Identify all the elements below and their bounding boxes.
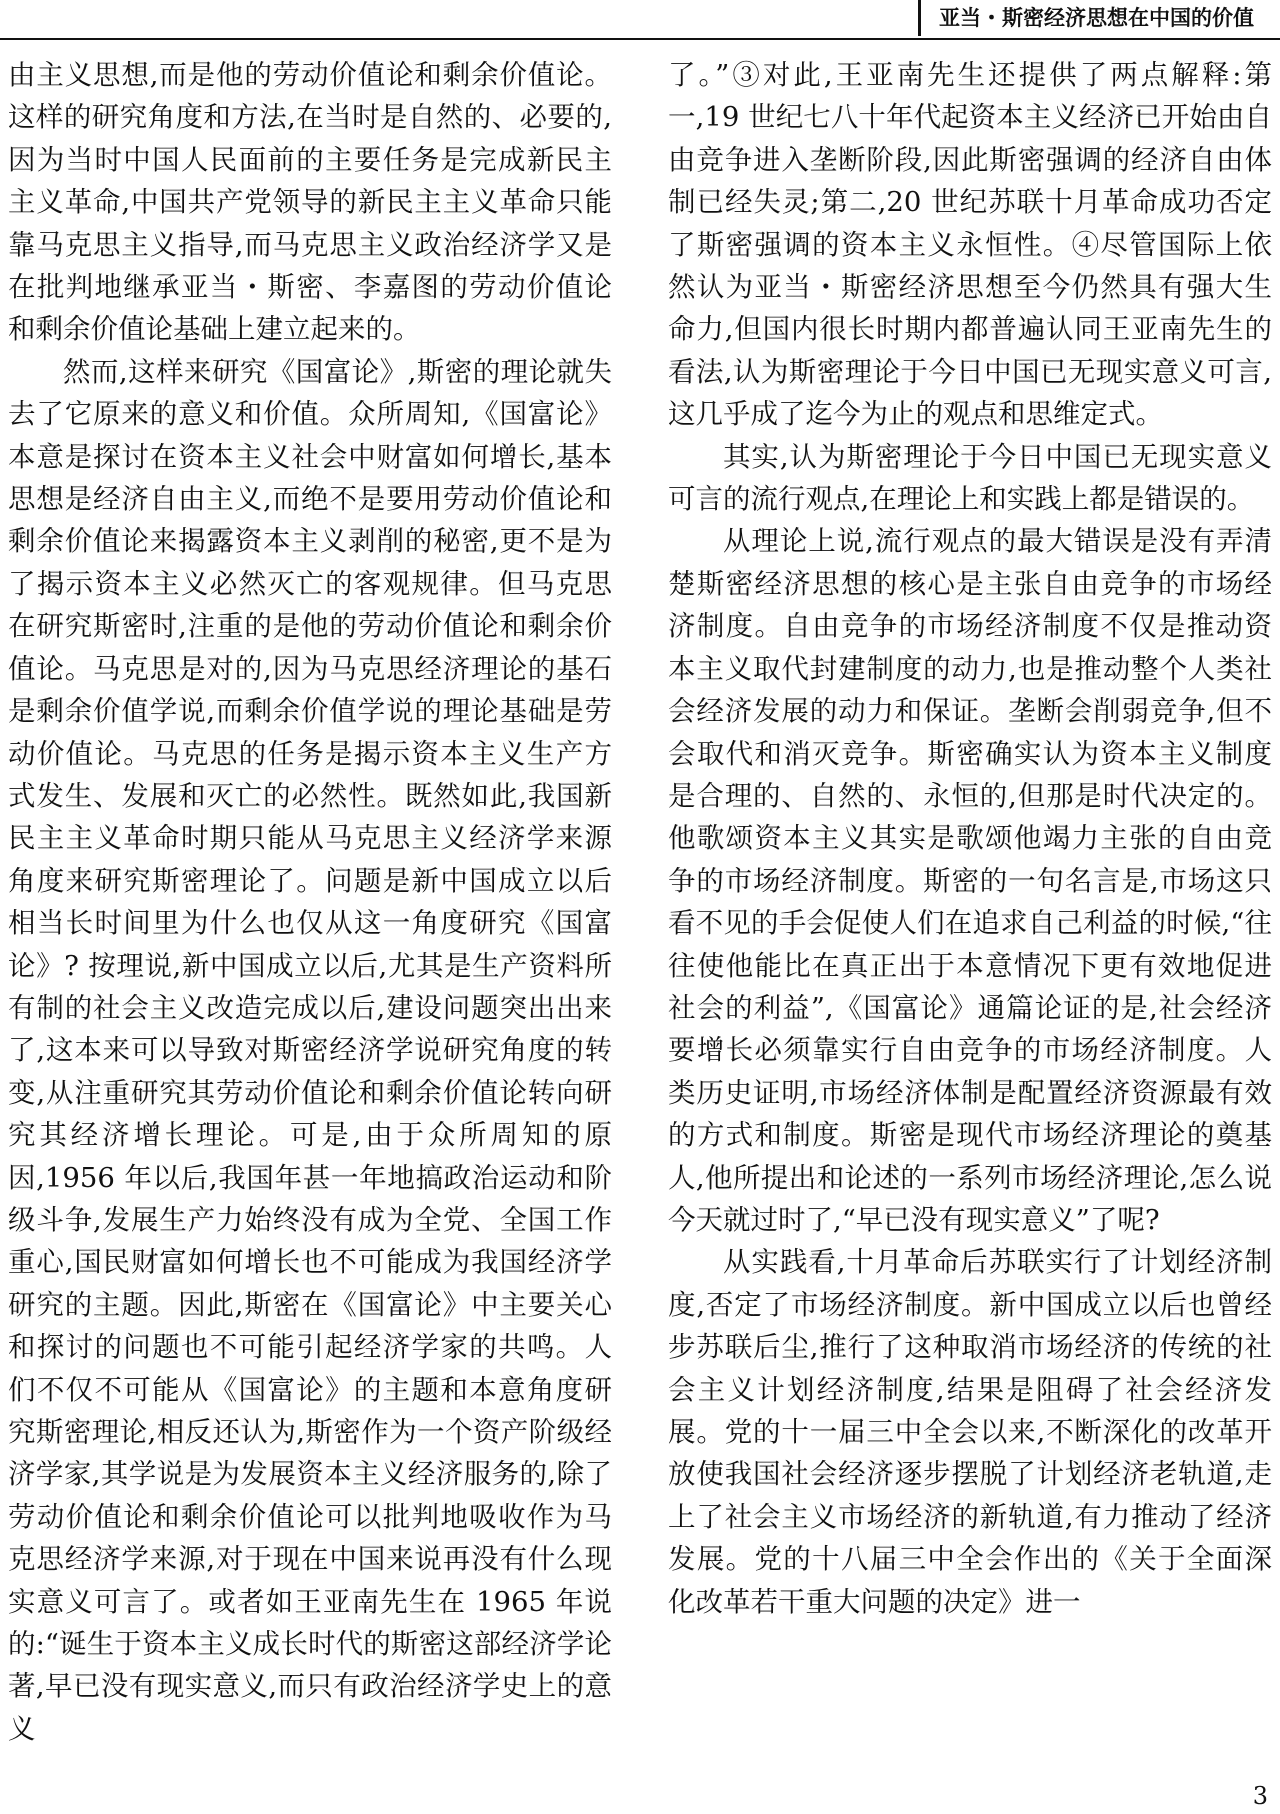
text-run: 对此,王亚南先生还提供了两点解释:第一,19 世纪七八十年代起资本主义经济已开始由自由竞争进入垄断阶段,因此斯密强调的经济自由体制已经失灵;第二,20 世纪苏联十月革命成功否定了斯密强调的资本主义永恒性。 (668, 59, 1273, 261)
left-column (8, 54, 612, 1750)
paragraph: 其实,认为斯密理论于今日中国已无现实意义可言的流行观点,在理论上和实践上都是错误的。 (668, 440, 1272, 516)
paragraph: 从实践看,十月革命后苏联实行了计划经济制度,否定了市场经济制度。新中国成立以后也曾经步苏联后尘,推行了这种取消市场经济的传统的社会主义计划经济制度,结果是阻碍了社会经济发展。党的十一届三中全会以来,不断深化的改革开放使我国社会经济逐步摆脱了计划经济老轨道,走上了社会主义市场经济的新轨道,有力推动了经济发展。党的十八届三中全会作出的《关于全面深化改革若干重大问题的决定》进一 (668, 1246, 1272, 1618)
running-title: 亚当・斯密经济思想在中国的价值 (918, 0, 1268, 36)
footnote-ref-4[interactable]: ④ (1071, 228, 1101, 261)
right-column (668, 54, 1272, 1623)
page-header (0, 0, 1280, 40)
text-run: 了。” (668, 59, 730, 91)
page-number: 3 (1252, 1782, 1268, 1810)
footnote-ref-3[interactable]: ③ (729, 59, 763, 91)
text-run: 尽管国际上依然认为亚当・斯密经济思想至今仍然具有强大生命力,但国内很长时期内都普遍认同王亚南先生的看法,认为斯密理论于今日中国已无现实意义可言,这几乎成了迄今为止的观点和思维定式。 (668, 228, 1273, 431)
paragraph (668, 54, 1272, 436)
header-rule (0, 38, 1280, 40)
paragraph: 从理论上说,流行观点的最大错误是没有弄清楚斯密经济思想的核心是主张自由竞争的市场经济制度。自由竞争的市场经济制度不仅是推动资本主义取代封建制度的动力,也是推动整个人类社会经济发展的动力和保证。垄断会削弱竞争,但不会取代和消灭竞争。斯密确实认为资本主义制度是合理的、自然的、永恒的,但那是时代决定的。他歌颂资本主义其实是歌颂他竭力主张的自由竞争的市场经济制度。斯密的一句名言是,市场这只看不见的手会促使人们在追求自己利益的时候,“往往使他能比在真正出于本意情况下更有效地促进社会的利益”,《国富论》通篇论证的是,社会经济要增长必须靠实行自由竞争的市场经济制度。人类历史证明,市场经济体制是配置经济资源最有效的方式和制度。斯密是现代市场经济理论的奠基人,他所提出和论述的一系列市场经济理论,怎么说今天就过时了,“早已没有现实意义”了呢? (668, 525, 1272, 1236)
paragraph: 然而,这样来研究《国富论》,斯密的理论就失去了它原来的意义和价值。众所周知,《国富论》本意是探讨在资本主义社会中财富如何增长,基本思想是经济自由主义,而绝不是要用劳动价值论和剩余价值论来揭露资本主义剥削的秘密,更不是为了揭示资本主义必然灭亡的客观规律。但马克思在研究斯密时,注重的是他的劳动价值论和剩余价值论。马克思是对的,因为马克思经济理论的基石是剩余价值学说,而剩余价值学说的理论基础是劳动价值论。马克思的任务是揭示资本主义生产方式发生、发展和灭亡的必然性。既然如此,我国新民主主义革命时期只能从马克思主义经济学来源角度来研究斯密理论了。问题是新中国成立以后相当长时间里为什么也仅从这一角度研究《国富论》? 按理说,新中国成立以后,尤其是生产资料所有制的社会主义改造完成以后,建设问题突出出来了,这本来可以导致对斯密经济学说研究角度的转变,从注重研究其劳动价值论和剩余价值论转向研究其经济增长理论。可是,由于众所周知的原因,1956 年以后,我国年甚一年地搞政治运动和阶级斗争,发展生产力始终没有成为全党、全国工作重心,国民财富如何增长也不可能成为我国经济学研究的主题。因此,斯密在《国富论》中主要关心和探讨的问题也不可能引起经济学家的共鸣。人们不仅不可能从《国富论》的主题和本意角度研究斯密理论,相反还认为,斯密作为一个资产阶级经济学家,其学说是为发展资本主义经济服务的,除了劳动价值论和剩余价值论可以批判地吸收作为马克思经济学来源,对于现在中国来说再没有什么现实意义可言了。或者如王亚南先生在 1965 年说的:“诞生于资本主义成长时代的斯密这部经济学论著,早已没有现实意义,而只有政治经济学史上的意义 (8, 355, 612, 1745)
paragraph: 由主义思想,而是他的劳动价值论和剩余价值论。这样的研究角度和方法,在当时是自然的、必要的,因为当时中国人民面前的主要任务是完成新民主主义革命,中国共产党领导的新民主主义革命只能靠马克思主义指导,而马克思主义政治经济学又是在批判地继承亚当・斯密、李嘉图的劳动价值论和剩余价值论基础上建立起来的。 (8, 59, 612, 346)
